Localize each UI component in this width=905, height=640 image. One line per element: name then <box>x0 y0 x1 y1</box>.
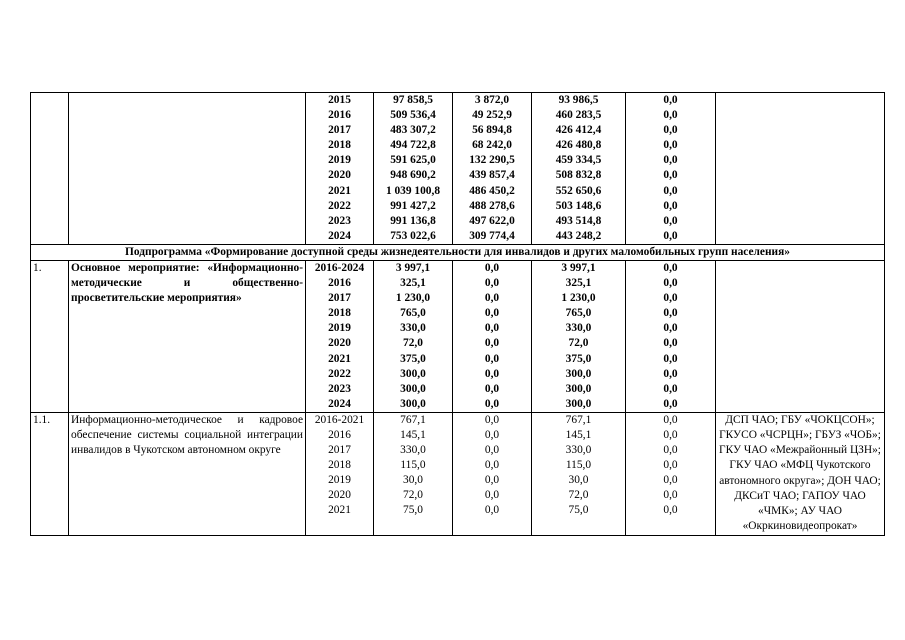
year-value: 2020 <box>328 489 351 502</box>
year-column <box>306 412 374 535</box>
federal-value: 0,0 <box>484 413 500 426</box>
year-value: 2024 <box>328 229 351 242</box>
year-value: 2018 <box>328 307 351 320</box>
federal-value: 0,0 <box>484 382 500 395</box>
district-value: 1 230,0 <box>561 292 596 305</box>
year-value: 2023 <box>328 214 351 227</box>
year-value: 2016 <box>328 428 351 441</box>
total-value: 991 136,8 <box>390 214 436 227</box>
federal-value: 488 278,6 <box>469 199 515 212</box>
total-value: 753 022,6 <box>390 229 436 242</box>
federal-value: 68 242,0 <box>472 139 512 152</box>
other-value: 0,0 <box>663 109 678 122</box>
subprogram-heading-row <box>31 244 885 260</box>
district-budget-column <box>532 93 626 245</box>
executors-cell <box>716 93 885 245</box>
total-value: 1 039 100,8 <box>385 184 441 197</box>
district-value: 459 334,5 <box>555 154 602 167</box>
district-value: 765,0 <box>565 307 592 320</box>
district-value: 93 986,5 <box>558 94 599 106</box>
executors-cell <box>716 260 885 412</box>
federal-value: 0,0 <box>484 367 500 380</box>
other-value: 0,0 <box>663 428 678 441</box>
year-value: 2019 <box>328 322 351 335</box>
year-value: 2016-2024 <box>314 261 365 274</box>
other-value: 0,0 <box>663 139 678 152</box>
executors-list: ДСП ЧАО; ГБУ «ЧОКЦСОН»; ГКУСО «ЧСРЦН»; ГБУЗ «ЧОБ»; ГКУ ЧАО «Межрайонный ЦЗН»; ГКУ ЧАО «МФЦ Чукотского автономного округа»; ДОН ЧАО; ДКСиТ ЧАО; ГАПОУ ЧАО «ЧМК»; АУ ЧАО «Окркиновидеопрокат» <box>716 412 885 535</box>
year-value: 2023 <box>328 382 351 395</box>
federal-value: 132 290,5 <box>469 154 515 167</box>
other-value: 0,0 <box>663 504 678 517</box>
funding-block-main-event <box>31 260 885 412</box>
year-value: 2017 <box>328 292 351 305</box>
year-value: 2016 <box>328 277 351 290</box>
event-name: Основное мероприятие: «Информационно-методические и общественно-просветительские мероприятия» <box>69 260 306 412</box>
total-value: 591 625,0 <box>390 154 436 167</box>
district-value: 443 248,2 <box>555 229 602 242</box>
district-value: 30,0 <box>568 474 589 487</box>
federal-value: 0,0 <box>484 322 500 335</box>
district-value: 72,0 <box>568 489 589 502</box>
district-value: 72,0 <box>568 337 589 350</box>
funding-block-sub-event <box>31 412 885 535</box>
federal-value: 0,0 <box>484 337 500 350</box>
other-value: 0,0 <box>663 94 678 106</box>
district-value: 508 832,8 <box>555 169 602 182</box>
district-value: 300,0 <box>565 397 592 410</box>
federal-value: 0,0 <box>484 261 500 274</box>
total-value: 375,0 <box>400 352 426 365</box>
other-sources-column <box>626 93 716 245</box>
federal-value: 497 622,0 <box>469 214 515 227</box>
federal-budget-column <box>453 412 532 535</box>
federal-value: 0,0 <box>484 307 500 320</box>
total-value: 300,0 <box>400 397 426 410</box>
district-value: 330,0 <box>565 322 592 335</box>
other-sources-column <box>626 412 716 535</box>
other-value: 0,0 <box>663 277 678 290</box>
year-value: 2020 <box>328 337 351 350</box>
federal-value: 0,0 <box>484 277 500 290</box>
year-column <box>306 93 374 245</box>
federal-value: 0,0 <box>484 504 500 517</box>
federal-value: 0,0 <box>484 428 500 441</box>
year-value: 2024 <box>328 397 351 410</box>
district-value: 115,0 <box>565 459 592 472</box>
other-value: 0,0 <box>663 292 678 305</box>
total-column <box>374 412 453 535</box>
other-value: 0,0 <box>663 352 678 365</box>
total-value: 115,0 <box>400 459 426 472</box>
row-number-cell <box>31 93 69 245</box>
year-column <box>306 260 374 412</box>
district-budget-column <box>532 260 626 412</box>
year-value: 2020 <box>328 169 351 182</box>
other-value: 0,0 <box>663 169 678 182</box>
other-value: 0,0 <box>663 459 678 472</box>
district-value: 300,0 <box>565 382 592 395</box>
program-funding-table <box>30 92 885 536</box>
year-value: 2017 <box>328 124 351 137</box>
federal-budget-column <box>453 93 532 245</box>
district-value: 300,0 <box>565 367 592 380</box>
other-value: 0,0 <box>663 413 678 426</box>
district-value: 330,0 <box>565 444 592 457</box>
row-number: 1.1. <box>31 412 69 535</box>
year-value: 2018 <box>328 459 351 472</box>
federal-value: 0,0 <box>484 444 500 457</box>
federal-value: 309 774,4 <box>469 229 515 242</box>
total-value: 300,0 <box>400 382 426 395</box>
year-value: 2016 <box>328 109 351 122</box>
year-value: 2022 <box>328 367 351 380</box>
total-value: 509 536,4 <box>390 109 436 122</box>
federal-value: 439 857,4 <box>469 169 515 182</box>
total-column <box>374 260 453 412</box>
district-value: 552 650,6 <box>555 184 602 197</box>
total-value: 72,0 <box>403 337 423 350</box>
year-value: 2016-2021 <box>314 413 365 426</box>
district-value: 75,0 <box>568 504 589 517</box>
district-value: 375,0 <box>565 352 592 365</box>
total-value: 145,1 <box>400 428 426 441</box>
other-value: 0,0 <box>663 444 678 457</box>
federal-value: 49 252,9 <box>472 109 512 122</box>
federal-value: 486 450,2 <box>469 184 515 197</box>
total-value: 948 690,2 <box>390 169 436 182</box>
federal-value: 3 872,0 <box>474 94 510 106</box>
other-value: 0,0 <box>663 154 678 167</box>
other-value: 0,0 <box>663 397 678 410</box>
year-value: 2019 <box>328 154 351 167</box>
federal-value: 0,0 <box>484 397 500 410</box>
row-number: 1. <box>31 260 69 412</box>
other-value: 0,0 <box>663 474 678 487</box>
district-value: 145,1 <box>565 428 592 441</box>
other-sources-column <box>626 260 716 412</box>
other-value: 0,0 <box>663 184 678 197</box>
federal-value: 0,0 <box>484 489 500 502</box>
federal-value: 0,0 <box>484 474 500 487</box>
other-value: 0,0 <box>663 261 678 274</box>
federal-budget-column <box>453 260 532 412</box>
total-value: 97 858,5 <box>393 94 433 106</box>
funding-block-previous <box>31 93 885 245</box>
other-value: 0,0 <box>663 307 678 320</box>
total-value: 494 722,8 <box>390 139 436 152</box>
district-value: 460 283,5 <box>555 109 602 122</box>
federal-value: 0,0 <box>484 459 500 472</box>
district-value: 325,1 <box>565 277 592 290</box>
district-value: 767,1 <box>565 413 592 426</box>
total-value: 330,0 <box>400 322 426 335</box>
federal-value: 0,0 <box>484 292 500 305</box>
district-value: 503 148,6 <box>555 199 602 212</box>
year-value: 2021 <box>328 352 351 365</box>
other-value: 0,0 <box>663 199 678 212</box>
district-value: 426 480,8 <box>555 139 602 152</box>
year-value: 2019 <box>328 474 351 487</box>
total-column <box>374 93 453 245</box>
other-value: 0,0 <box>663 124 678 137</box>
event-name: Информационно-методическое и кадровое обеспечение системы социальной интеграции инвалидов в Чукотском автономном округе <box>69 412 306 535</box>
total-value: 1 230,0 <box>395 292 431 305</box>
year-value: 2021 <box>328 184 351 197</box>
subprogram-title: Подпрограмма «Формирование доступной среды жизнедеятельности для инвалидов и других маломобильных групп населения» <box>31 244 885 260</box>
total-value: 72,0 <box>403 489 423 502</box>
total-value: 3 997,1 <box>395 261 431 274</box>
federal-value: 0,0 <box>484 352 500 365</box>
district-value: 3 997,1 <box>561 261 596 274</box>
other-value: 0,0 <box>663 382 678 395</box>
other-value: 0,0 <box>663 337 678 350</box>
event-name-cell <box>69 93 306 245</box>
year-value: 2021 <box>328 504 351 517</box>
total-value: 483 307,2 <box>390 124 436 137</box>
other-value: 0,0 <box>663 229 678 242</box>
year-value: 2015 <box>328 94 351 106</box>
other-value: 0,0 <box>663 322 678 335</box>
other-value: 0,0 <box>663 489 678 502</box>
district-value: 426 412,4 <box>555 124 602 137</box>
year-value: 2022 <box>328 199 351 212</box>
year-value: 2017 <box>328 444 351 457</box>
district-budget-column <box>532 412 626 535</box>
total-value: 767,1 <box>400 413 426 426</box>
total-value: 330,0 <box>400 444 426 457</box>
total-value: 30,0 <box>403 474 423 487</box>
year-value: 2018 <box>328 139 351 152</box>
total-value: 991 427,2 <box>390 199 436 212</box>
other-value: 0,0 <box>663 367 678 380</box>
total-value: 75,0 <box>403 504 423 517</box>
district-value: 493 514,8 <box>555 214 602 227</box>
federal-value: 56 894,8 <box>472 124 512 137</box>
total-value: 325,1 <box>400 277 426 290</box>
total-value: 765,0 <box>400 307 426 320</box>
other-value: 0,0 <box>663 214 678 227</box>
total-value: 300,0 <box>400 367 426 380</box>
